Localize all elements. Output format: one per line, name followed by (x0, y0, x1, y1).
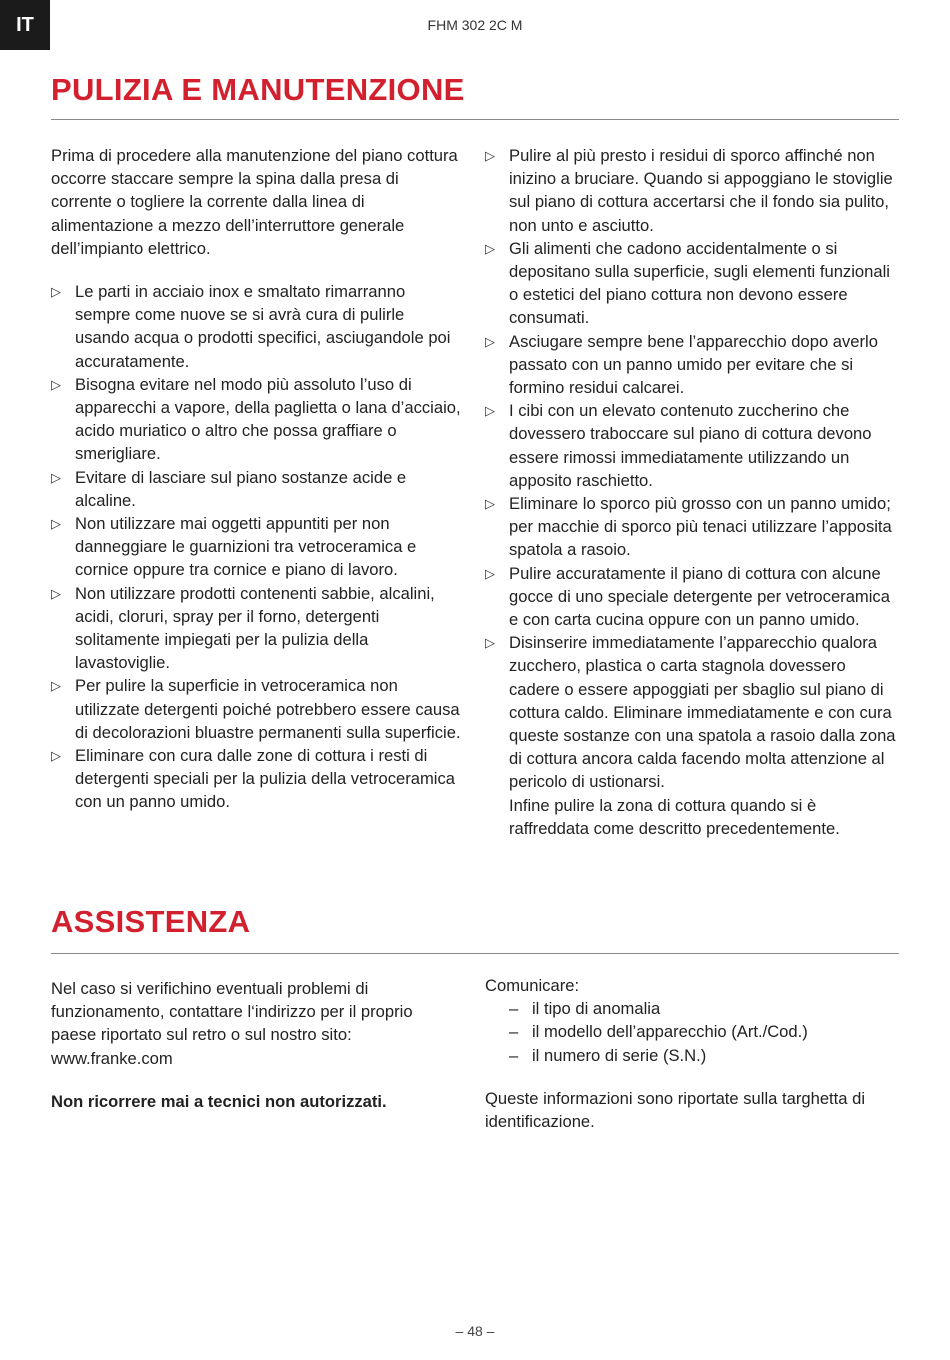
cleaning-left-column (51, 144, 463, 814)
triangle-bullet-icon: ▷ (51, 748, 61, 764)
language-label: IT (16, 13, 34, 36)
triangle-bullet-icon: ▷ (485, 635, 495, 651)
cleaning-bullet-list-left (51, 280, 463, 814)
assistance-warning: Non ricorrere mai a tecnici non autorizzati. (51, 1091, 387, 1111)
list-item: ▷ Gli alimenti che cadono accidentalmente o si depositano sulla superficie, sugli elementi funzionali o estetici del piano cottura non devono essere consumati. (485, 238, 890, 328)
model-number: FHM 302 2C M (427, 17, 523, 33)
cleaning-intro: Prima di procedere alla manutenzione del piano cottura occorre staccare sempre la spina dalla presa di corrente o togliere la corrente dalla linea di alimentazione a mezzo dell’interruttore generale dell’impianto elettrico. (51, 146, 458, 258)
triangle-bullet-icon: ▷ (485, 565, 495, 581)
cleaning-section-title: PULIZIA E MANUTENZIONE (51, 72, 465, 107)
list-item: ▷ Eliminare lo sporco più grosso con un panno umido; per macchie di sporco più tenaci utilizzare l’apposita spatola a rasoio. (485, 494, 892, 560)
list-item: ▷ Evitare di lasciare sul piano sostanze acide e alcaline. (51, 467, 407, 510)
list-item: ▷ Asciugare sempre bene l’apparecchio dopo averlo passato con un panno umido per evitare che si formino residui calcarei. (485, 331, 878, 398)
dash-bullet-icon: – (509, 1045, 519, 1065)
triangle-bullet-icon: ▷ (485, 333, 495, 349)
assistance-right-column (485, 974, 899, 1133)
triangle-bullet-icon: ▷ (51, 376, 61, 392)
list-item: ▷ Eliminare con cura dalle zone di cottura i resti di detergenti speciali per la pulizia della vetroceramica con un panno umido. (51, 746, 456, 812)
list-item: – il modello dell’apparecchio (Art./Cod.) (485, 1020, 899, 1043)
list-item: ▷ Disinserire immediatamente l’apparecchio qualora zucchero, plastica o carta stagnola dovessero cadere o essere appoggiati per sbaglio sul piano di cottura caldo. Eliminare immediatamente e con cura queste sostanze con una spatola a rasoio dalla zona di cottura ancora calda facendo molta attenzione al pericolo di ustionarsi. (485, 633, 896, 792)
list-item: ▷ Le parti in acciaio inox e smaltato rimarranno sempre come nuove se si avrà cura di pulirle usando acqua o prodotti specifici, asciugandole poi accuratamente. (51, 282, 451, 371)
dash-bullet-icon: – (509, 1022, 519, 1042)
triangle-bullet-icon: ▷ (51, 516, 61, 532)
triangle-bullet-icon: ▷ (51, 678, 61, 694)
triangle-bullet-icon: ▷ (485, 403, 495, 419)
assistance-left-column (51, 977, 451, 1113)
cleaning-bullet-list-right (485, 144, 899, 794)
list-item: ▷ Bisogna evitare nel modo più assoluto l’uso di apparecchi a vapore, della paglietta o lana d’acciaio, acido muriatico o altro che possa graffiare o smerigliare. (51, 374, 461, 464)
section-divider (51, 119, 899, 120)
triangle-bullet-icon: ▷ (485, 496, 495, 512)
list-item: ▷ Pulire al più presto i residui di sporco affinché non inizino a bruciare. Quando si appoggiano le stoviglie sul piano di cottura accertarsi che il fondo sia pulito, non unto e asciutto. (485, 146, 893, 235)
assistance-contact-text: Nel caso si verifichino eventuali problemi di funzionamento, contattare l‘indirizzo per il proprio paese riportato sul retro o sul nostro sito: www.franke.com (51, 979, 413, 1068)
list-item: ▷ Non utilizzare prodotti contenenti sabbie, alcalini, acidi, cloruri, spray per il forno, detergenti solitamente impiegati per la pulizia della lavastoviglie. (51, 583, 435, 673)
dash-bullet-icon: – (509, 999, 519, 1019)
list-item: ▷ Non utilizzare mai oggetti appuntiti per non danneggiare le guarnizioni tra vetroceramica e cornice oppure tra cornice e piano di lavoro. (51, 514, 417, 580)
section-divider (51, 953, 899, 954)
triangle-bullet-icon: ▷ (51, 585, 61, 601)
cleaning-final-note: Infine pulire la zona di cottura quando si è raffreddata come descritto precedentemente. (509, 795, 840, 838)
page-number: – 48 – (455, 1323, 495, 1339)
list-item: ▷ I cibi con un elevato contenuto zuccherino che dovessero traboccare sul piano di cottura devono essere rimossi immediatamente utilizzando un apposito raschietto. (485, 401, 872, 490)
assistance-info-text: Queste informazioni sono riportate sulla targhetta di identificazione. (485, 1088, 866, 1132)
communicate-list (485, 997, 899, 1067)
communicate-label: Comunicare: (485, 976, 580, 995)
triangle-bullet-icon: ▷ (51, 469, 61, 485)
cleaning-right-column (485, 144, 899, 840)
triangle-bullet-icon: ▷ (485, 240, 495, 256)
list-item: – il numero di serie (S.N.) (485, 1044, 899, 1067)
triangle-bullet-icon: ▷ (51, 284, 61, 300)
triangle-bullet-icon: ▷ (485, 148, 495, 163)
assistance-section-title: ASSISTENZA (51, 904, 251, 939)
list-item: ▷ Pulire accuratamente il piano di cottura con alcune gocce di uno speciale detergente per vetroceramica e con carta cucina oppure con un panno umido. (485, 563, 890, 630)
list-item: – il tipo di anomalia (485, 997, 899, 1020)
list-item: ▷ Per pulire la superficie in vetroceramica non utilizzate detergenti poiché potrebbero essere causa di decolorazioni bluastre permanenti sulla superficie. (51, 676, 461, 742)
